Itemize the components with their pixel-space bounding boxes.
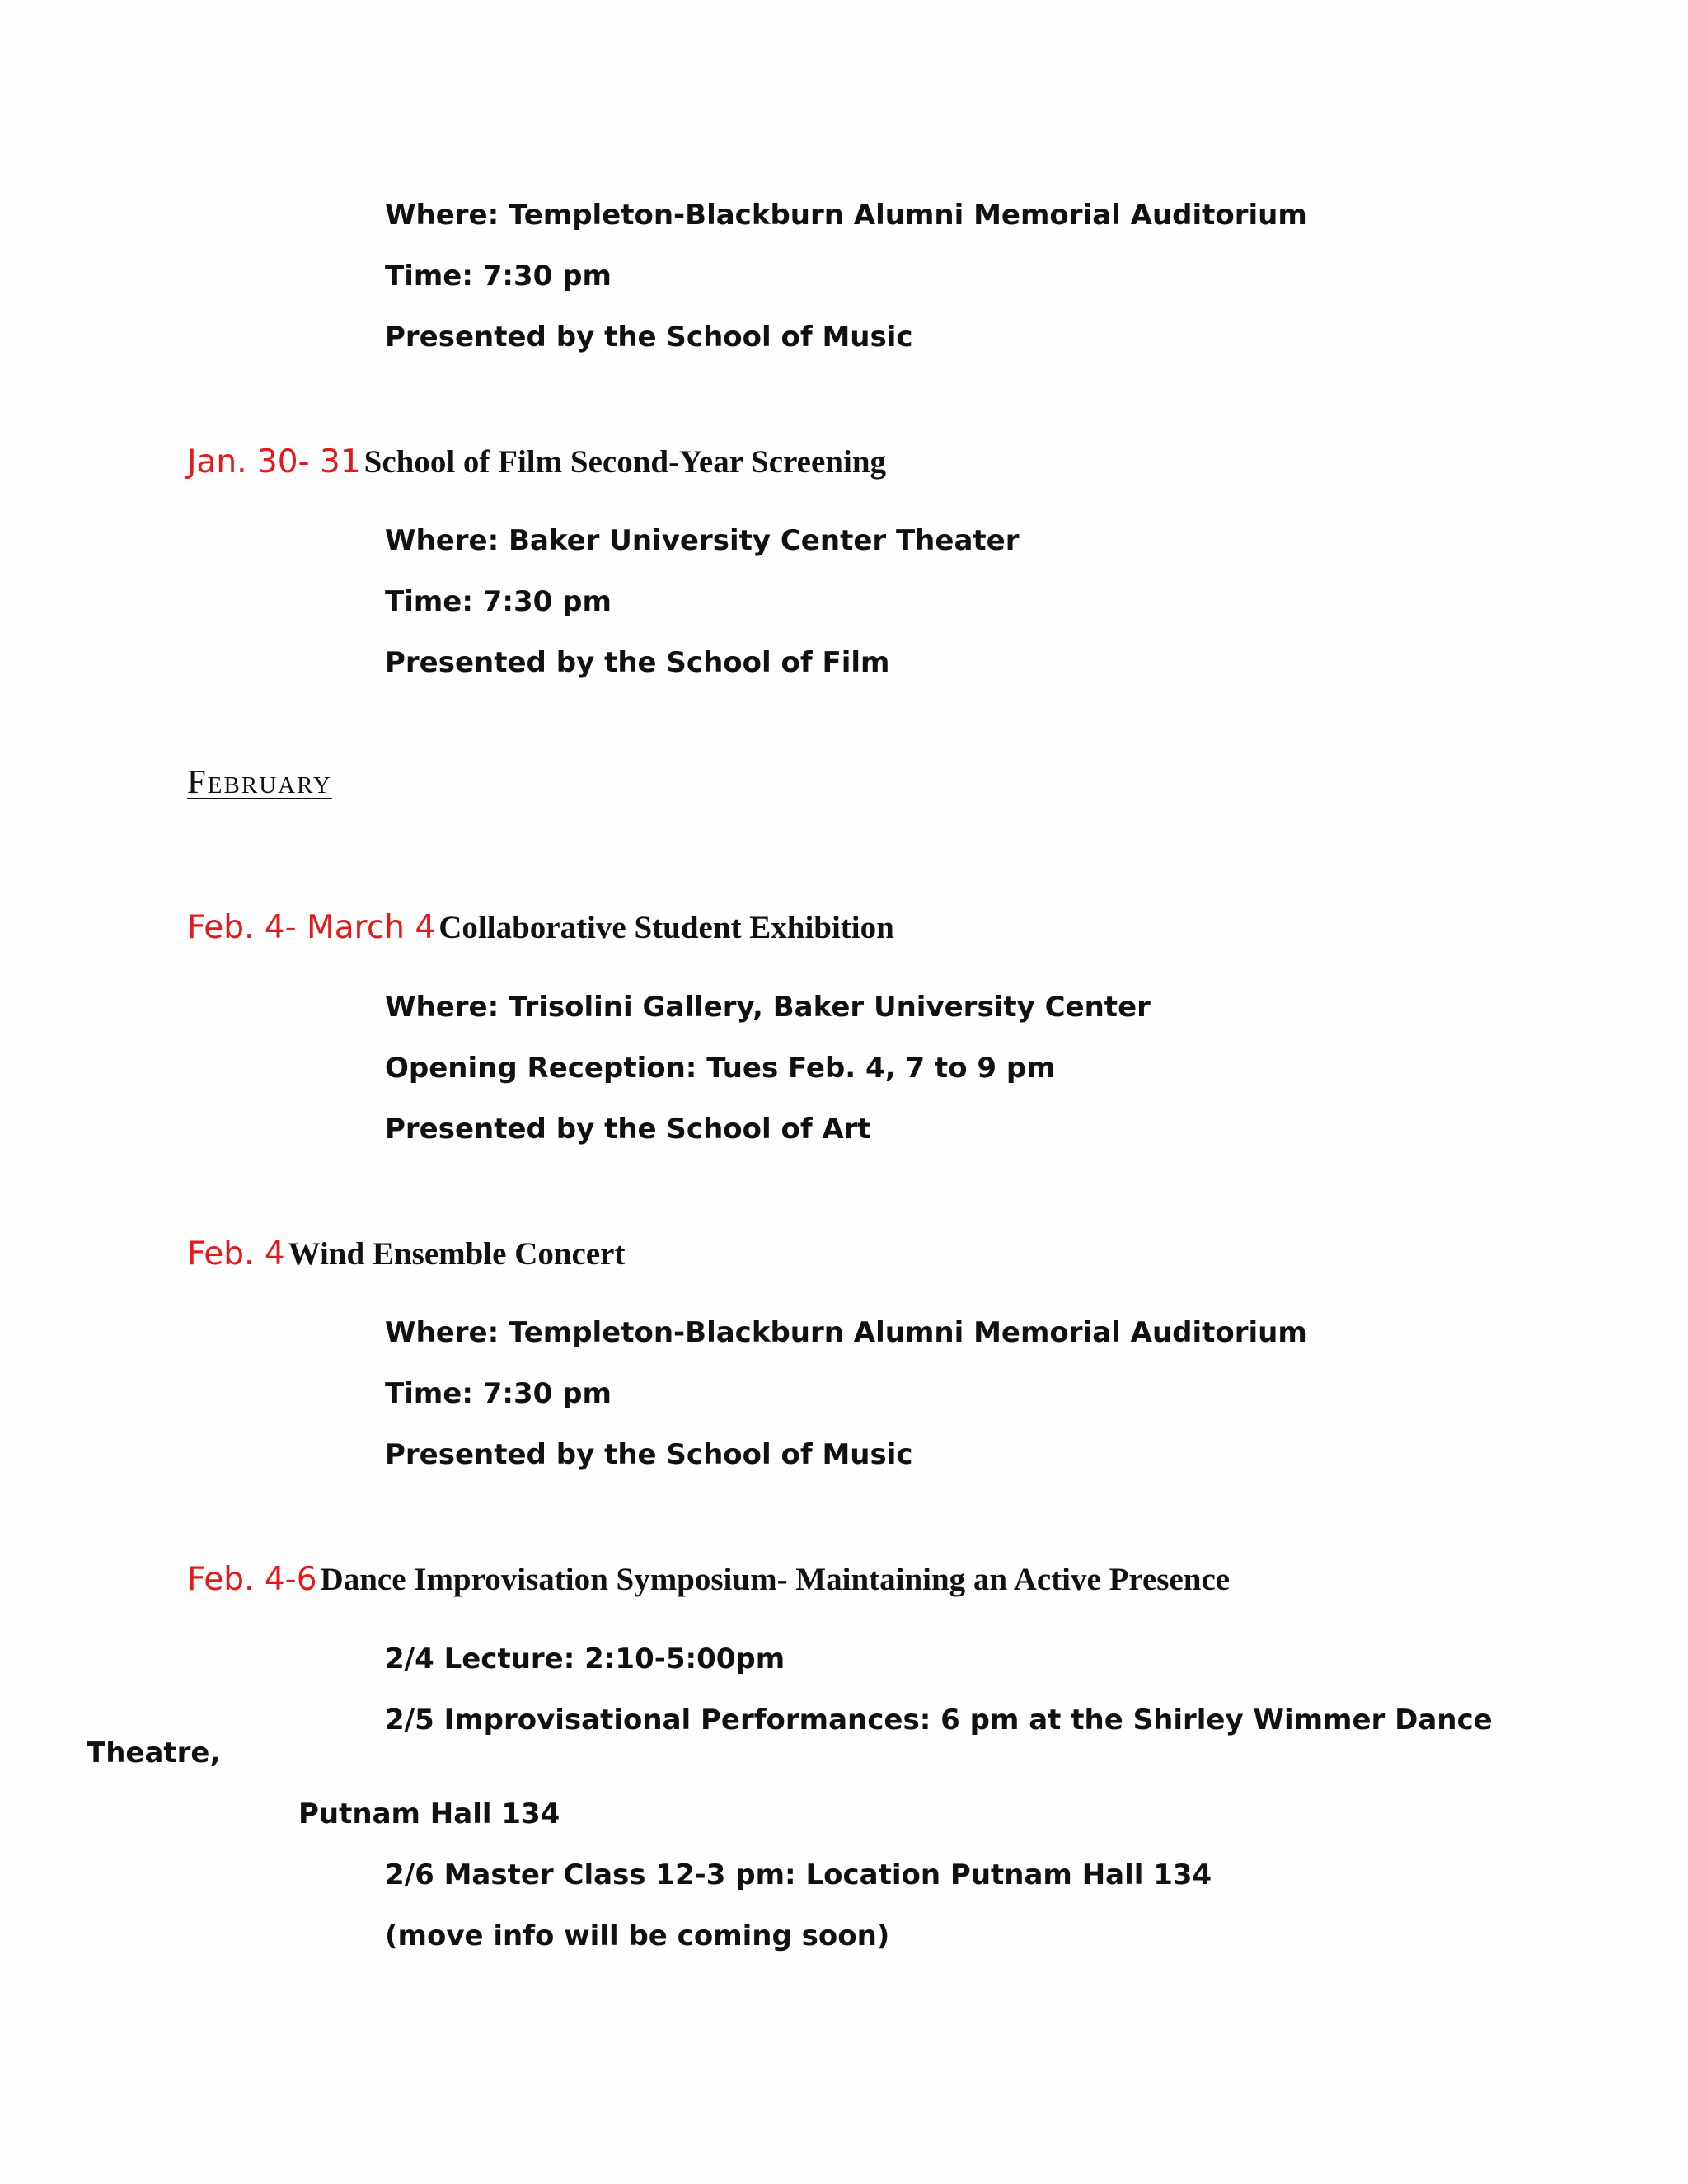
event-detail-note: (move info will be coming soon) bbox=[385, 1919, 890, 1952]
event-detail-where: Where: Baker University Center Theater bbox=[385, 524, 1020, 557]
event-date: Feb. 4- March 4 bbox=[187, 909, 436, 946]
event-title: School of Film Second-Year Screening bbox=[363, 444, 887, 480]
event-detail-lecture: 2/4 Lecture: 2:10-5:00pm bbox=[385, 1643, 785, 1675]
event-title: Dance Improvisation Symposium- Maintaining an Active Presence bbox=[320, 1562, 1231, 1597]
event-detail-time: Time: 7:30 pm bbox=[385, 260, 612, 293]
event-detail-where: Where: Templeton-Blackburn Alumni Memorial Auditorium bbox=[385, 199, 1307, 232]
event-date: Feb. 4 bbox=[187, 1235, 285, 1272]
event-heading bbox=[187, 443, 887, 480]
event-date: Feb. 4-6 bbox=[187, 1561, 317, 1598]
event-detail-presenter: Presented by the School of Music bbox=[385, 321, 913, 354]
event-date: Jan. 30- 31 bbox=[187, 443, 361, 480]
event-detail-reception: Opening Reception: Tues Feb. 4, 7 to 9 pm bbox=[385, 1052, 1056, 1085]
event-detail-location: Putnam Hall 134 bbox=[298, 1797, 560, 1830]
event-heading bbox=[187, 1563, 1230, 1596]
event-detail-performances: 2/5 Improvisational Performances: 6 pm at the Shirley Wimmer Dance bbox=[385, 1704, 1493, 1736]
event-heading bbox=[187, 1235, 626, 1272]
event-detail-presenter: Presented by the School of Art bbox=[385, 1113, 871, 1146]
event-detail-master-class: 2/6 Master Class 12-3 pm: Location Putnam Hall 134 bbox=[385, 1858, 1212, 1891]
event-title: Wind Ensemble Concert bbox=[288, 1236, 626, 1272]
event-detail-presenter: Presented by the School of Music bbox=[385, 1438, 913, 1471]
event-detail-wrap: Theatre, bbox=[87, 1736, 221, 1769]
month-heading: February bbox=[187, 762, 332, 800]
event-detail-where: Where: Templeton-Blackburn Alumni Memorial Auditorium bbox=[385, 1316, 1307, 1349]
event-title: Collaborative Student Exhibition bbox=[438, 910, 894, 945]
event-detail-presenter: Presented by the School of Film bbox=[385, 646, 890, 679]
event-heading bbox=[187, 909, 894, 946]
event-detail-time: Time: 7:30 pm bbox=[385, 1377, 612, 1410]
event-detail-where: Where: Trisolini Gallery, Baker University Center bbox=[385, 991, 1151, 1024]
event-detail-time: Time: 7:30 pm bbox=[385, 585, 612, 618]
